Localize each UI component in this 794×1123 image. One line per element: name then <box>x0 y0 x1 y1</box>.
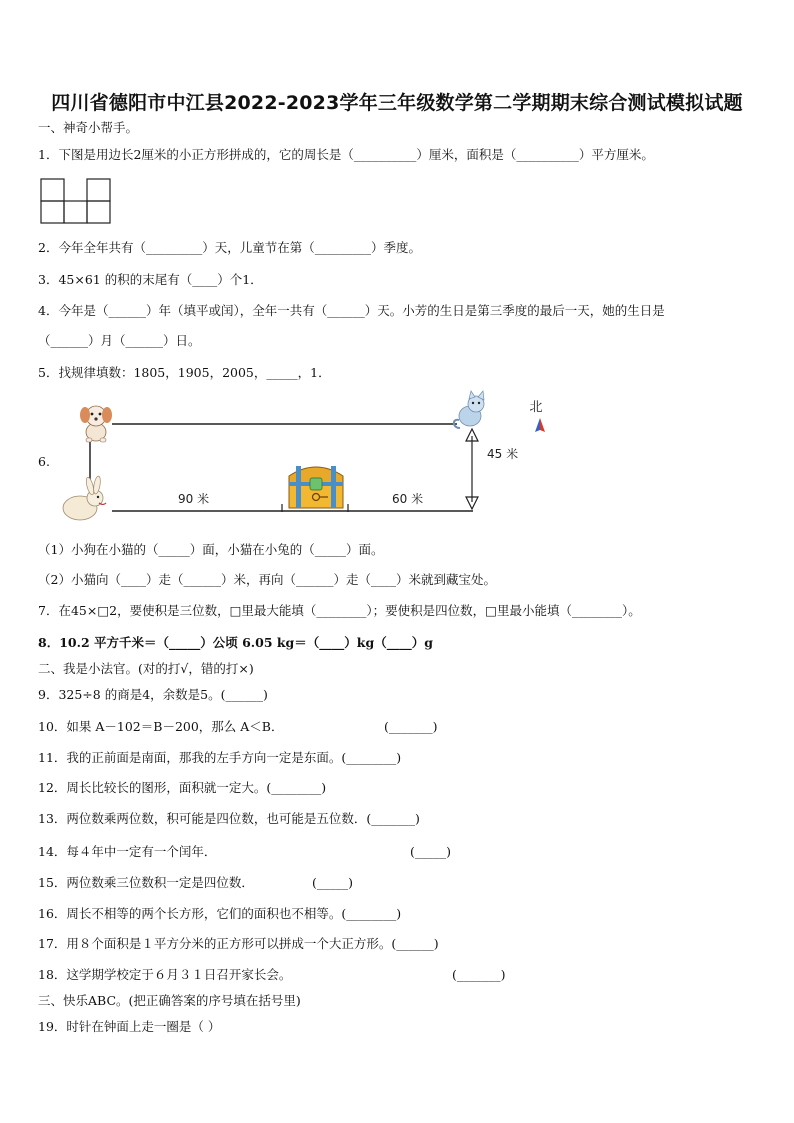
north-label: 北 <box>529 400 543 415</box>
question-14-answer: (_____) <box>410 844 452 859</box>
section-1-heading: 一、神奇小帮手。 <box>38 120 139 135</box>
dog-icon <box>80 406 112 442</box>
question-5: 5．找规律填数：1805，1905，2005，_____，1． <box>38 365 331 380</box>
question-8: 8．10.2 平方千米＝（_____）公顷 6.05 kg＝（____）kg（____）g <box>38 635 433 650</box>
question-19: 19．时针在钟面上走一圈是（ ） <box>38 1019 221 1034</box>
question-3: 3．45×61 的积的末尾有（____）个1． <box>38 272 263 287</box>
question-10: 10．如果 A－102＝B－200，那么 A＜B． <box>38 719 284 734</box>
question-16: 16．周长不相等的两个长方形，它们的面积也不相等。(________) <box>38 906 402 921</box>
question-15: 15．两位数乘三位数积一定是四位数． <box>38 875 254 890</box>
rabbit-icon <box>63 476 106 520</box>
treasure-chest-icon <box>289 466 343 508</box>
question-6-part-1: （1）小狗在小猫的（_____）面，小猫在小兔的（_____）面。 <box>38 542 384 557</box>
question-2: 2．今年全年共有（_________）天，儿童节在第（_________）季度。 <box>38 240 421 255</box>
question-7: 7．在45×□2，要使积是三位数，□里最大能填（________）；要使积是四位数，□里最小能填（________）。 <box>38 603 641 618</box>
distance-90m-label: 90 米 <box>178 492 210 506</box>
question-10-answer: (_______) <box>384 719 438 734</box>
question-4-line-2: （______）月（______）日。 <box>38 333 201 348</box>
page-title: 四川省德阳市中江县2022-2023学年三年级数学第二学期期末综合测试模拟试题 <box>51 92 743 114</box>
question-11: 11．我的正前面是南面，那我的左手方向一定是东面。(________) <box>38 750 402 765</box>
question-15-answer: (_____) <box>312 875 354 890</box>
cat-icon <box>454 391 484 428</box>
question-1: 1．下图是用边长2厘米的小正方形拼成的，它的周长是（__________）厘米，面积是（__________）平方厘米。 <box>38 147 654 162</box>
question-14: 14．每４年中一定有一个闰年． <box>38 844 217 859</box>
section-2-heading: 二、我是小法官。(对的打√，错的打×) <box>38 661 254 676</box>
distance-60m-label: 60 米 <box>392 492 424 506</box>
north-arrow-icon <box>535 418 545 432</box>
question-17: 17．用８个面积是１平方分米的正方形可以拼成一个大正方形。(______) <box>38 936 439 951</box>
section-3-heading: 三、快乐ABC。(把正确答案的序号填在括号里) <box>38 993 301 1008</box>
question-13: 13．两位数乘两位数，积可能是四位数，也可能是五位数．(_______) <box>38 811 420 826</box>
question-6-number: 6. <box>38 454 50 469</box>
squares-figure <box>40 178 112 224</box>
distance-45m-label: 45 米 <box>487 447 519 461</box>
question-9: 9．325÷8 的商是4，余数是5。(______) <box>38 687 268 702</box>
question-18: 18．这学期学校定于６月３１日召开家长会。 <box>38 967 292 982</box>
question-6-part-2: （2）小猫向（____）走（______）米，再向（______）走（____）米就到藏宝处。 <box>38 572 496 587</box>
question-4-line-1: 4．今年是（______）年（填平或闰），全年一共有（______）天。小芳的生日是第三季度的最后一天，她的生日是 <box>38 303 665 318</box>
question-18-answer: (_______) <box>452 967 506 982</box>
map-figure <box>0 390 794 525</box>
question-12: 12．周长比较长的图形，面积就一定大。(________) <box>38 780 327 795</box>
